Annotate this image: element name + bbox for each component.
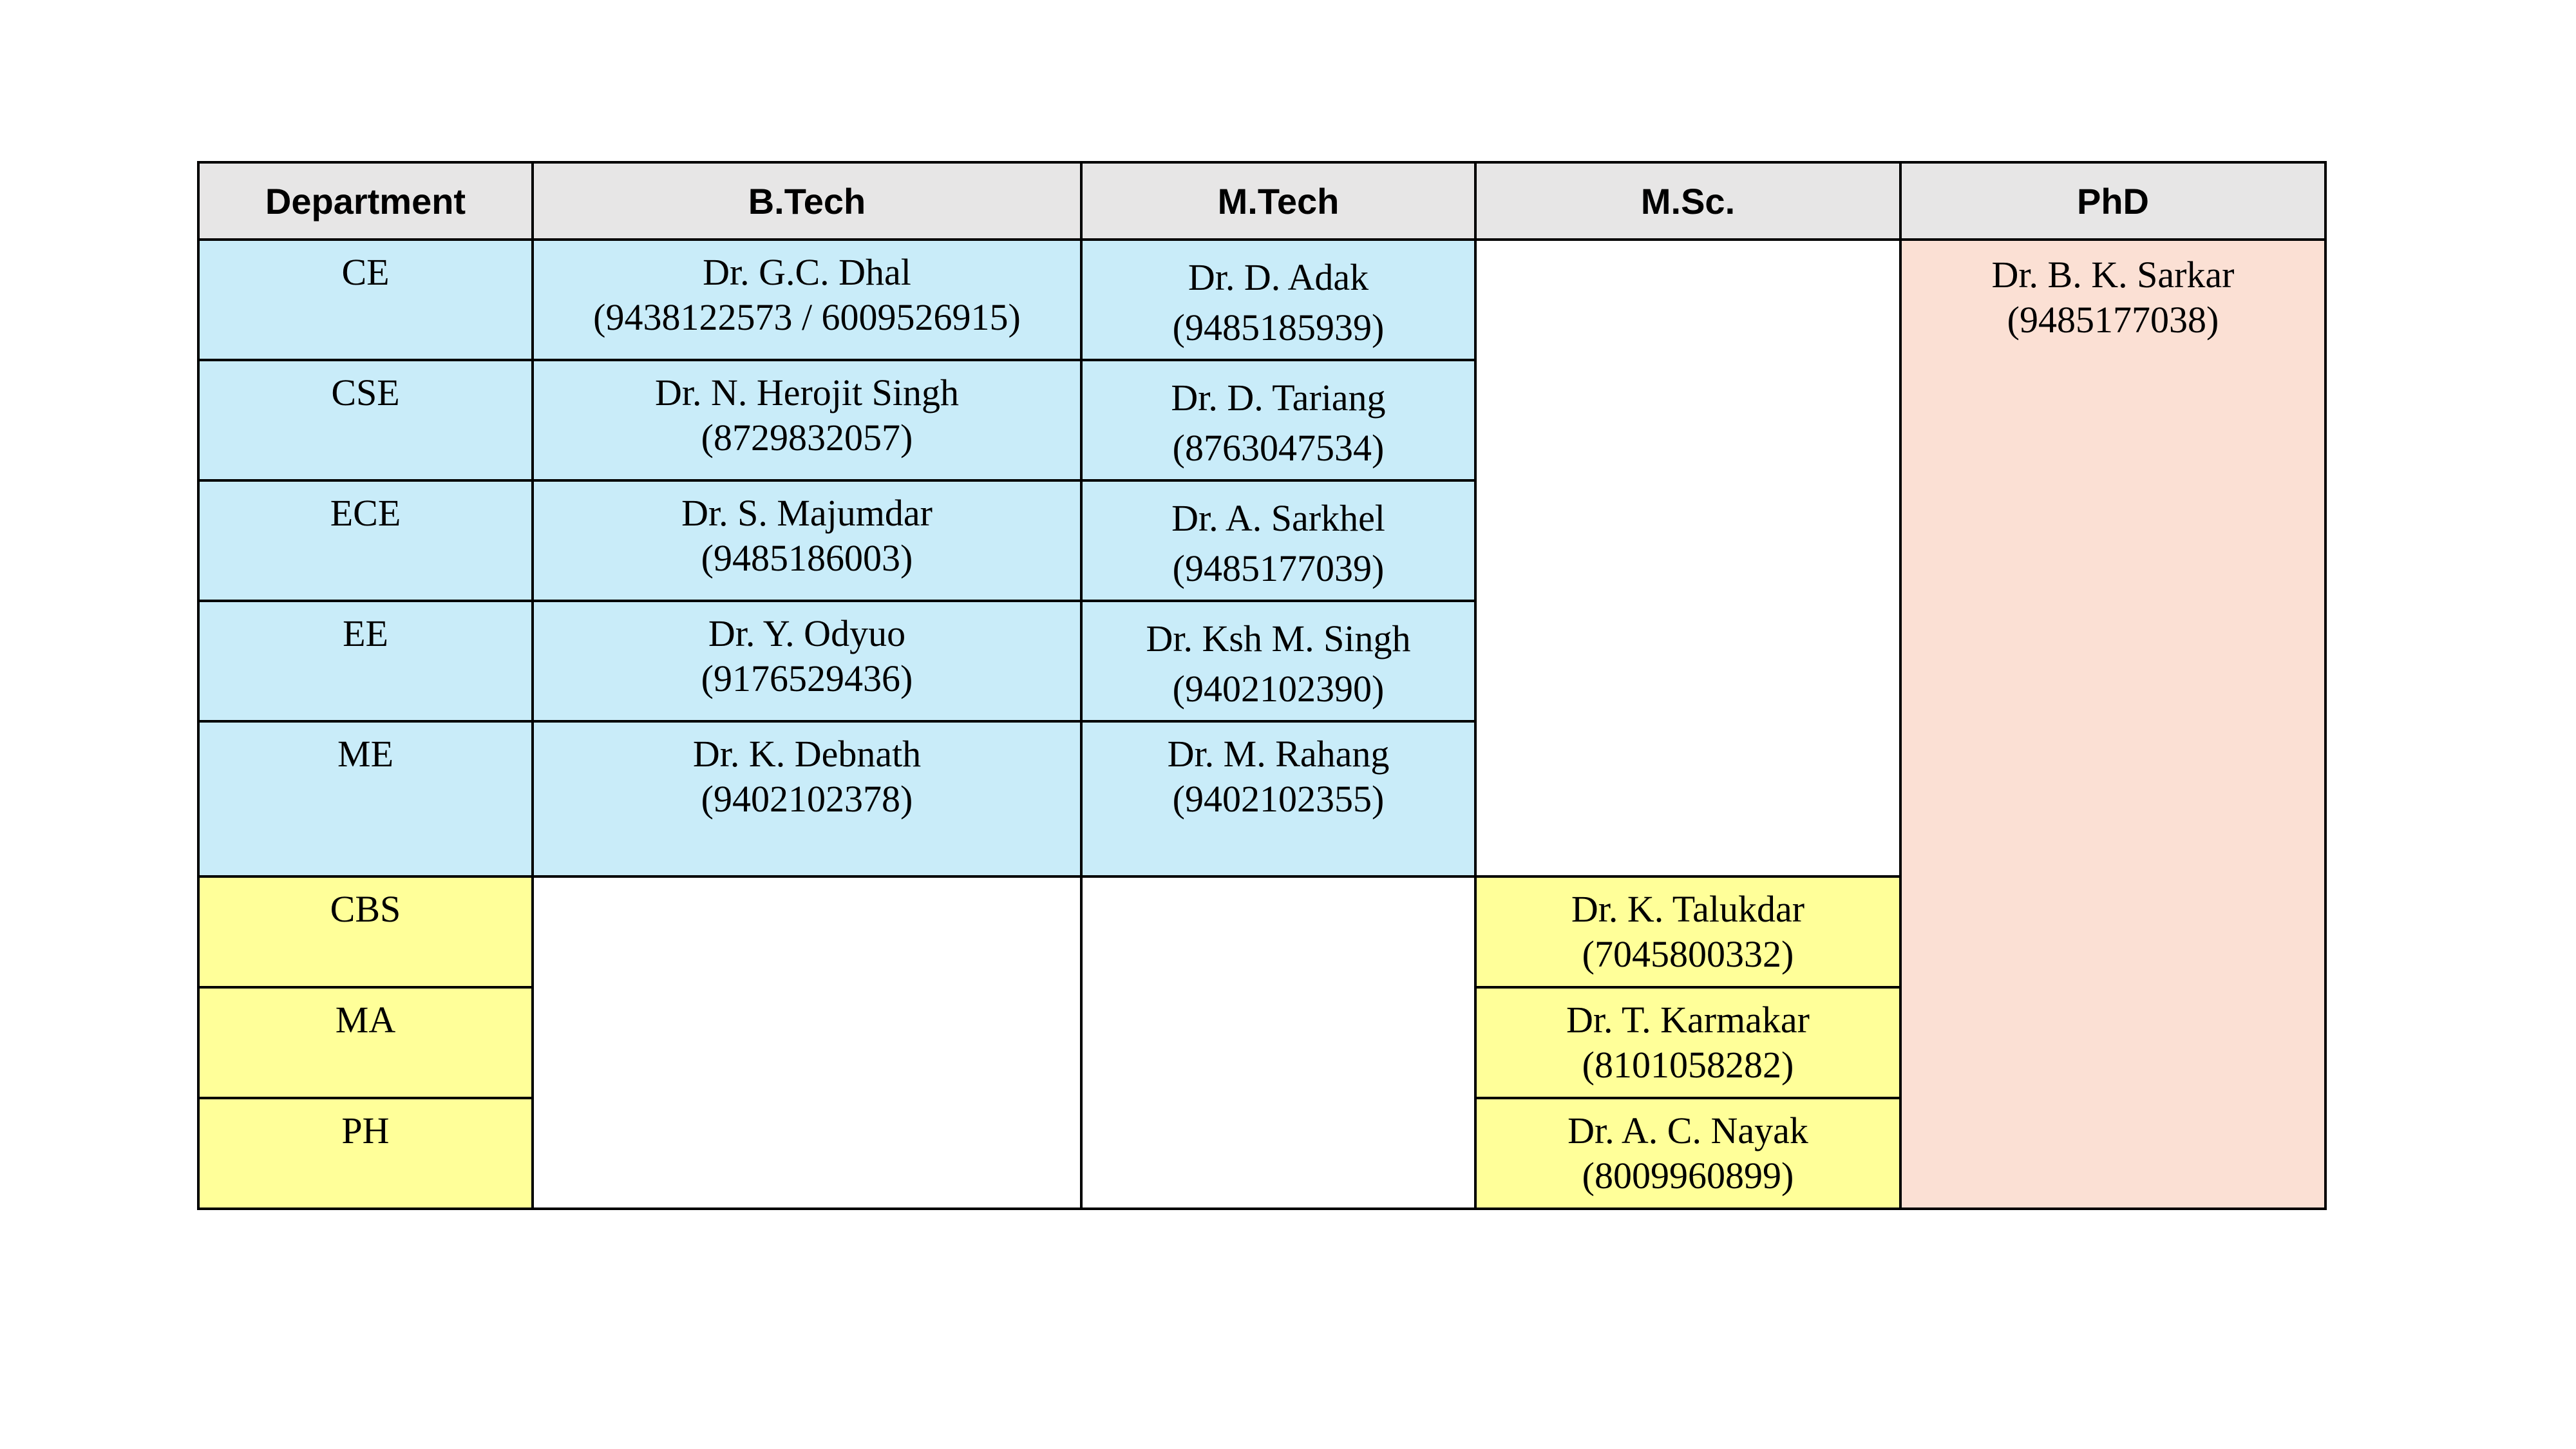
- department-name: PH: [341, 1110, 390, 1151]
- department-name: CSE: [331, 372, 400, 413]
- department-cell: [198, 480, 533, 601]
- btech-coordinator-cell: [533, 480, 1081, 601]
- coordinator-name: Dr. K. Debnath: [692, 733, 922, 775]
- coordinator-phone: (9402102378): [701, 778, 913, 820]
- coordinator-name: Dr. N. Herojit Singh: [654, 372, 960, 413]
- header-row: [198, 162, 2325, 240]
- coordinator-name: Dr. G.C. Dhal: [703, 251, 911, 293]
- department-name: EE: [343, 612, 388, 654]
- department-cell: [198, 360, 533, 480]
- department-name: CE: [341, 251, 390, 293]
- coordinator-name: Dr. D. Adak: [1188, 256, 1369, 298]
- coordinator-phone: (9402102390): [1172, 668, 1385, 710]
- mtech-coordinator-cell: [1081, 240, 1475, 360]
- mtech-coordinator-cell: [1081, 480, 1475, 601]
- coordinator-name: Dr. Y. Odyuo: [708, 612, 906, 654]
- phd-coordinator-cell: [1900, 240, 2325, 1209]
- header-msc: M.Sc.: [1475, 162, 1900, 240]
- department-cell: [198, 1098, 533, 1209]
- coordinator-phone: (9402102355): [1172, 778, 1385, 820]
- department-cell: [198, 987, 533, 1098]
- department-cell: [198, 601, 533, 721]
- msc-coordinator-cell: [1475, 876, 1900, 987]
- btech-coordinator-cell: [533, 721, 1081, 876]
- header-btech: B.Tech: [533, 162, 1081, 240]
- coordinator-name: Dr. T. Karmakar: [1566, 999, 1810, 1041]
- coordinator-phone: (8009960899): [1582, 1155, 1794, 1197]
- coordinators-table: [197, 161, 2327, 1210]
- department-cell: [198, 240, 533, 360]
- coordinator-phone: (9438122573 / 6009526915): [593, 296, 1021, 338]
- coordinator-name: Dr. S. Majumdar: [681, 492, 933, 534]
- coordinator-phone: (8729832057): [701, 417, 913, 459]
- department-cell: [198, 876, 533, 987]
- header-department: Department: [198, 162, 533, 240]
- coordinator-phone: (7045800332): [1582, 933, 1794, 975]
- coordinator-name: Dr. A. C. Nayak: [1567, 1110, 1808, 1151]
- coordinator-phone: (8763047534): [1172, 427, 1385, 469]
- mtech-coordinator-cell: [1081, 360, 1475, 480]
- coordinator-name: Dr. M. Rahang: [1167, 733, 1390, 775]
- btech-coordinator-cell: [533, 240, 1081, 360]
- btech-coordinator-cell: [533, 360, 1081, 480]
- header-mtech: M.Tech: [1081, 162, 1475, 240]
- coordinator-name: Dr. K. Talukdar: [1571, 888, 1805, 930]
- table-row: [198, 240, 2325, 360]
- department-name: ME: [337, 733, 393, 775]
- coordinator-phone: (9485186003): [701, 537, 913, 579]
- btech-coordinator-cell: [533, 601, 1081, 721]
- coordinator-phone: (9485177039): [1172, 547, 1385, 589]
- btech-empty-cell: [533, 876, 1081, 1209]
- msc-coordinator-cell: [1475, 1098, 1900, 1209]
- coordinator-name: Dr. Ksh M. Singh: [1146, 618, 1411, 659]
- department-name: CBS: [330, 888, 401, 930]
- mtech-coordinator-cell: [1081, 601, 1475, 721]
- coordinator-phone: (8101058282): [1582, 1044, 1794, 1086]
- msc-coordinator-cell: [1475, 987, 1900, 1098]
- department-name: ECE: [330, 492, 401, 534]
- header-phd: PhD: [1900, 162, 2325, 240]
- mtech-empty-cell: [1081, 876, 1475, 1209]
- coordinator-phone: (9485185939): [1172, 307, 1385, 348]
- department-name: MA: [335, 999, 396, 1041]
- coordinator-phone: (9176529436): [701, 658, 913, 699]
- coordinator-phone: (9485177038): [2007, 299, 2219, 341]
- msc-empty-cell: [1475, 240, 1900, 876]
- coordinator-name: Dr. B. K. Sarkar: [1991, 254, 2235, 296]
- mtech-coordinator-cell: [1081, 721, 1475, 876]
- coordinator-name: Dr. A. Sarkhel: [1171, 497, 1385, 539]
- department-cell: [198, 721, 533, 876]
- coordinator-name: Dr. D. Tariang: [1171, 377, 1386, 419]
